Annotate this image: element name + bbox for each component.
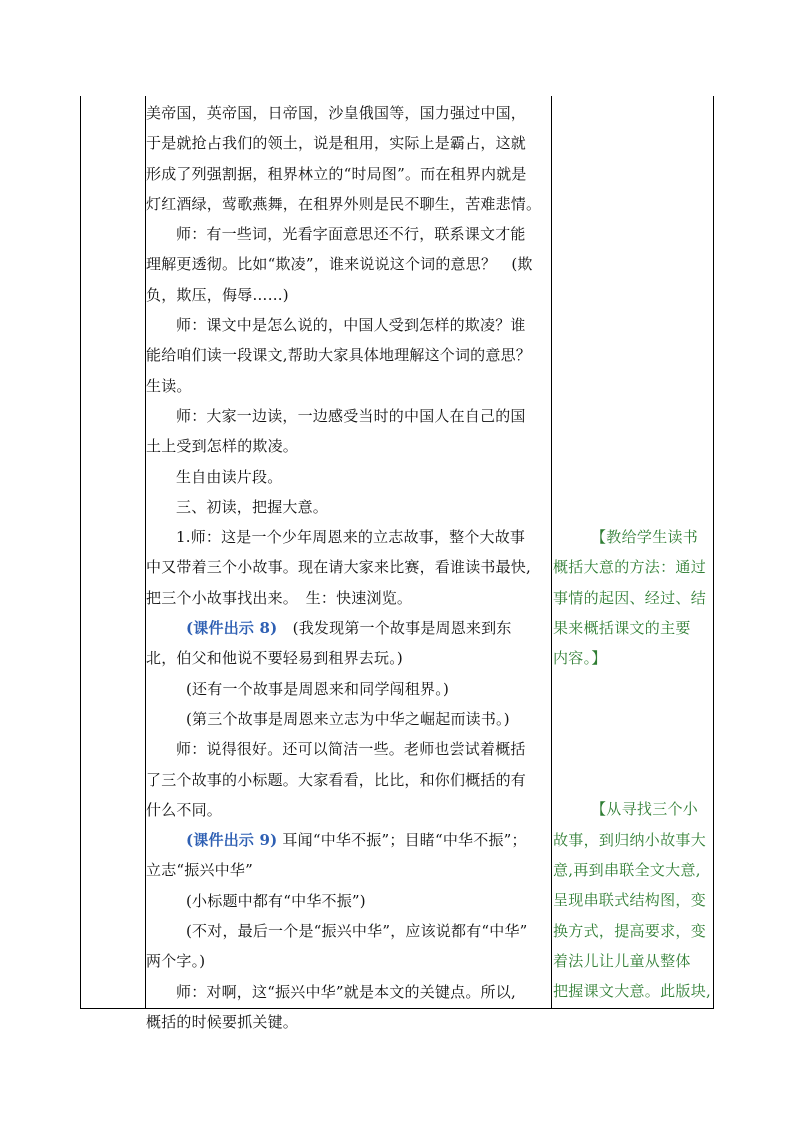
text-line: 灯红酒绿，莺歌燕舞，在租界外则是民不聊生，苦难悲情。 bbox=[146, 194, 542, 213]
text-line: (还有一个故事是周恩来和同学闯租界。) bbox=[186, 679, 450, 698]
lesson-process-column bbox=[146, 98, 550, 1037]
slide-reference: (课件出示 8) bbox=[186, 619, 278, 638]
notes-spacer bbox=[553, 98, 713, 522]
note-line: 呈现串联式结构图，变 bbox=[553, 891, 707, 910]
text-line: 立志“振兴中华” bbox=[146, 861, 253, 880]
text-line: 什么不同。 bbox=[146, 800, 223, 819]
note-line: 把握课文大意。此版块, bbox=[553, 982, 712, 1001]
text-line: (第三个故事是周恩来立志为中华之崛起而读书。) bbox=[186, 709, 510, 728]
text-line: 土上受到怎样的欺凌。 bbox=[146, 437, 299, 456]
notes-spacer bbox=[553, 673, 713, 794]
text-line: (不对，最后一个是“振兴中华”，应该说都有“中华” bbox=[186, 922, 528, 941]
note-line: 故事，到归纳小故事大 bbox=[553, 830, 707, 849]
note-line: 着法儿让儿童从整体 bbox=[553, 951, 691, 970]
note-line: 事情的起因、经过、结 bbox=[553, 588, 707, 607]
table-border-right bbox=[713, 96, 714, 1008]
text-line: 理解更透彻。比如“欺凌”，谁来说说这个词的意思？ (欺 bbox=[146, 255, 533, 274]
note-line: 内容。】 bbox=[553, 649, 607, 668]
text-line: 把三个小故事找出来。 生：快速浏览。 bbox=[146, 588, 413, 607]
text-span: (我发现第一个故事是周恩来到东 bbox=[277, 619, 512, 638]
text-line: 生自由读片段。 bbox=[176, 467, 283, 486]
text-line: 概括的时候要抓关键。 bbox=[146, 1012, 299, 1031]
note-line: 换方式，提高要求，变 bbox=[553, 921, 707, 940]
text-line: 了三个故事的小标题。大家看看，比比，和你们概括的有 bbox=[146, 770, 527, 789]
text-line: 生读。 bbox=[146, 376, 192, 395]
note-line: 【从寻找三个小 bbox=[591, 800, 699, 819]
text-line: 师：对啊，这“振兴中华”就是本文的关键点。所以, bbox=[176, 982, 516, 1001]
text-line: 中又带着三个小故事。现在请大家来比赛，看谁读书最快, bbox=[146, 558, 531, 577]
text-line: 1.师：这是一个少年周恩来的立志故事，整个大故事 bbox=[176, 528, 526, 547]
text-line: 于是就抢占我们的领土，说是租用，实际上是霸占，这就 bbox=[146, 134, 527, 153]
section-heading: 三、初读，把握大意。 bbox=[176, 497, 329, 516]
text-span: 耳闻“中华不振”；目睹“中华不振”； bbox=[277, 831, 527, 850]
text-line bbox=[146, 613, 550, 643]
note-line: 意,再到串联全文大意, bbox=[553, 861, 701, 880]
text-line: 形成了列强割据，租界林立的“时局图”。而在租界内就是 bbox=[146, 164, 527, 183]
text-line: 负，欺压，侮辱……) bbox=[146, 285, 289, 304]
note-line: 果来概括课文的主要 bbox=[553, 618, 691, 637]
text-line: 师：说得很好。还可以简洁一些。老师也尝试着概括 bbox=[176, 740, 526, 759]
text-line: 师：课文中是怎么说的，中国人受到怎样的欺凌？谁 bbox=[176, 316, 526, 335]
table-border-left bbox=[80, 96, 81, 1008]
text-line: 师：有一些词，光看字面意思还不行，联系课文才能 bbox=[176, 225, 526, 244]
table-divider-2 bbox=[551, 96, 552, 1008]
text-line: 师：大家一边读，一边感受当时的中国人在自己的国 bbox=[176, 406, 526, 425]
text-line bbox=[146, 825, 550, 855]
slide-reference: (课件出示 9) bbox=[186, 831, 278, 850]
note-line: 概括大意的方法：通过 bbox=[553, 558, 707, 577]
design-notes-column bbox=[553, 98, 713, 1007]
text-line: 能给咱们读一段课文,帮助大家具体地理解这个词的意思？ bbox=[146, 346, 531, 365]
text-line: 北，伯父和他说不要轻易到租界去玩。) bbox=[146, 649, 403, 668]
text-line: (小标题中都有“中华不振”) bbox=[186, 891, 366, 910]
text-line: 美帝国，英帝国，日帝国，沙皇俄国等，国力强过中国， bbox=[146, 104, 527, 122]
text-line: 两个字。) bbox=[146, 952, 206, 971]
note-line: 【教给学生读书 bbox=[591, 528, 699, 546]
